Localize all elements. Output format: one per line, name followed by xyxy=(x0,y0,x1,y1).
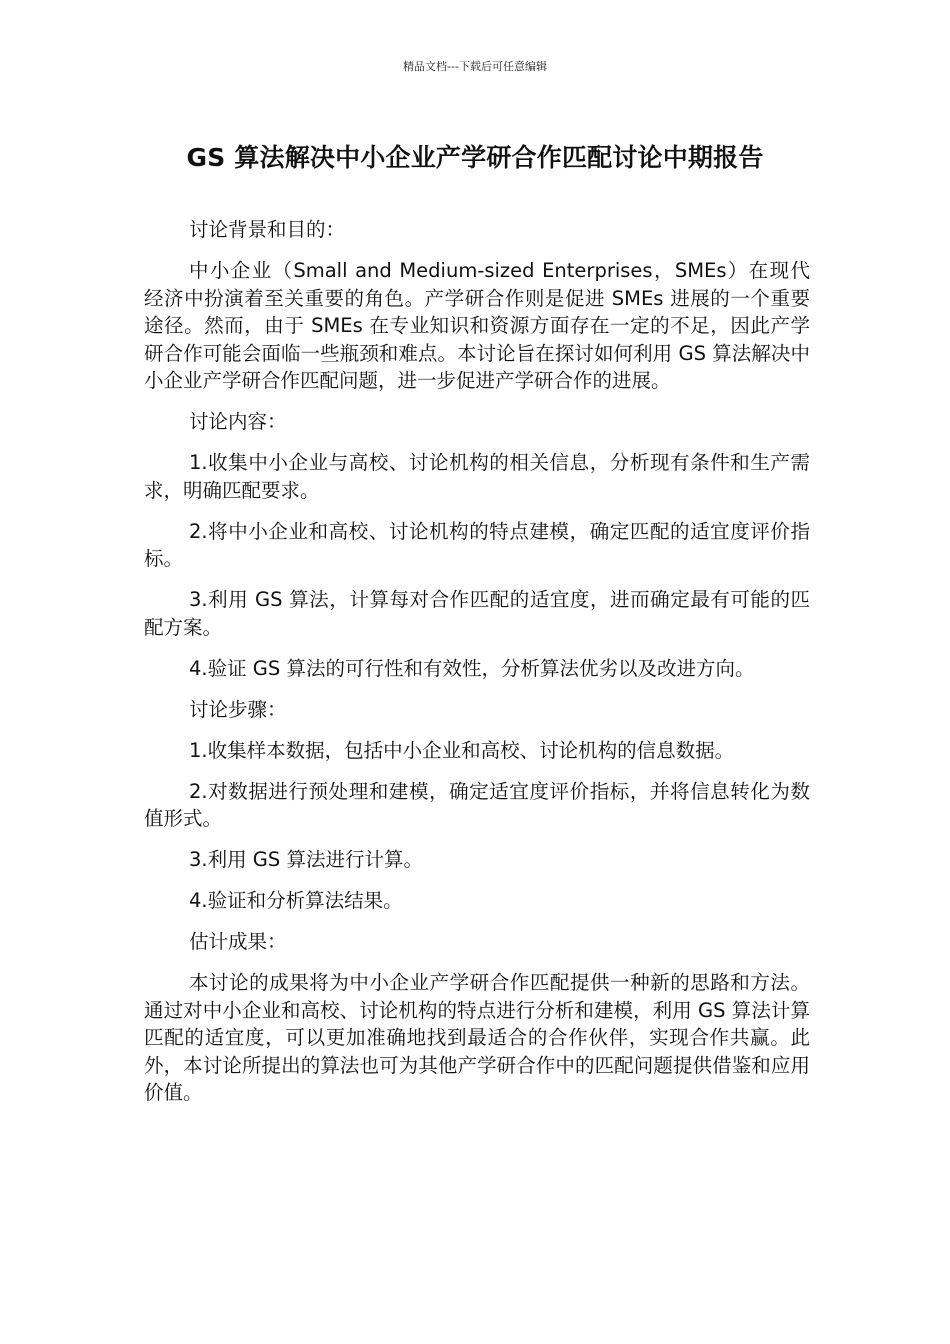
step-item-1: 1.收集样本数据，包括中小企业和高校、讨论机构的信息数据。 xyxy=(189,738,735,762)
section-heading-results: 估计成果： xyxy=(189,930,287,953)
document-body xyxy=(144,216,810,1120)
paragraph-results: 本讨论的成果将为中小企业产学研合作匹配提供一种新的思路和方法。通过对中小企业和高校、讨论机构的特点进行分析和建模，利用 GS 算法计算匹配的适宜度，可以更加准确地找到最适合的合作伙伴，实现合作共赢。此外，本讨论所提出的算法也可为其他产学研合作中的匹配问题提供借鉴和应用价值。 xyxy=(144,971,810,1104)
step-item-4: 4.验证和分析算法结果。 xyxy=(189,889,403,912)
step-item-2: 2.对数据进行预处理和建模，确定适宜度评价指标，并将信息转化为数值形式。 xyxy=(144,779,810,830)
document-title: GS 算法解决中小企业产学研合作匹配讨论中期报告 xyxy=(186,143,764,172)
step-item-3: 3.利用 GS 算法进行计算。 xyxy=(189,848,423,871)
content-item-1: 1.收集中小企业与高校、讨论机构的相关信息，分析现有条件和生产需求，明确匹配要求。 xyxy=(144,451,810,502)
paragraph-background: 中小企业（Small and Medium-sized Enterprises，SMEs）在现代经济中扮演着至关重要的角色。产学研合作则是促进 SMEs 进展的一个重要途径。然而，由于 SMEs 在专业知识和资源方面存在一定的不足，因此产学研合作可能会面临一些瓶颈和难点。本讨论旨在探讨如何利用 GS 算法解决中小企业产学研合作匹配问题，进一步促进产学研合作的进展。 xyxy=(144,259,810,392)
page-header-note: 精品文档---下载后可任意编辑 xyxy=(403,60,547,73)
section-heading-background: 讨论背景和目的： xyxy=(189,218,346,241)
content-item-3: 3.利用 GS 算法，计算每对合作匹配的适宜度，进而确定最有可能的匹配方案。 xyxy=(144,588,810,639)
content-item-4: 4.验证 GS 算法的可行性和有效性，分析算法优劣以及改进方向。 xyxy=(189,656,755,680)
section-heading-steps: 讨论步骤： xyxy=(189,697,287,721)
content-item-2: 2.将中小企业和高校、讨论机构的特点建模，确定匹配的适宜度评价指标。 xyxy=(144,519,810,570)
section-heading-content: 讨论内容： xyxy=(189,410,287,433)
